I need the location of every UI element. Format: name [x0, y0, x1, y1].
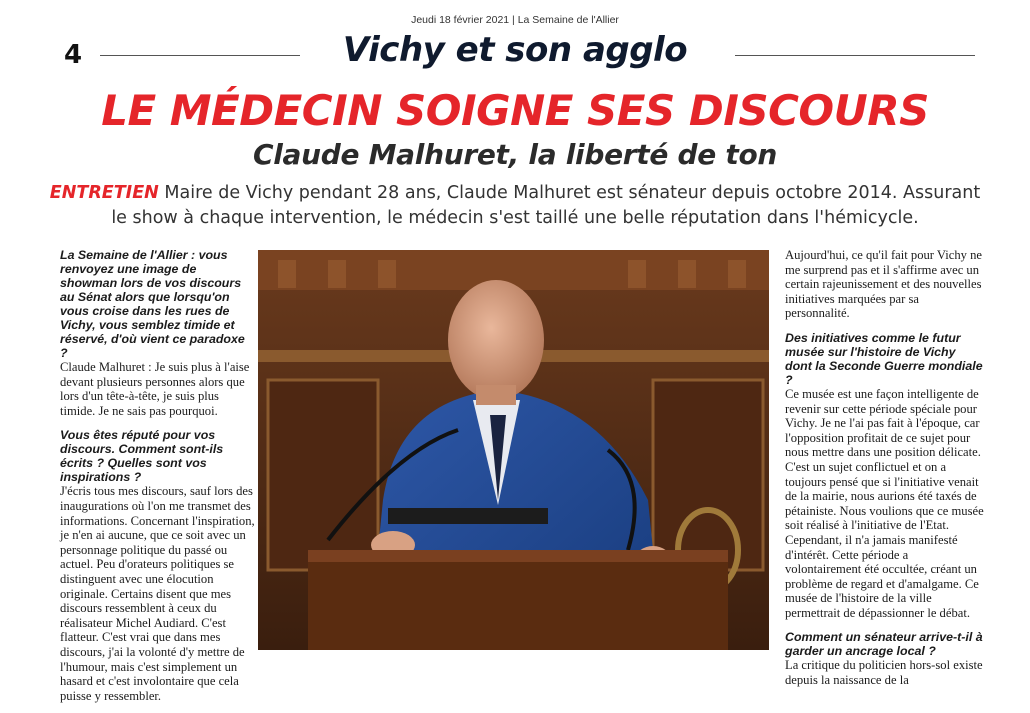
- section-title: Vichy et son agglo: [342, 30, 688, 70]
- question: La Semaine de l'Allier : vous renvoyez une image de showman lors de vos discours au Sénat alors que lorsqu'on vous croise dans les rues de Vichy, vous semblez timide et réservé, d'où vient ce paradoxe ?: [60, 248, 245, 360]
- intro-text: Maire de Vichy pendant 28 ans, Claude Malhuret est sénateur depuis octobre 2014. Assurant le show à chaque intervention, le médecin s'est taillé une belle réputation dans l'hémicycle.: [111, 183, 981, 228]
- answer: Aujourd'hui, ce qu'il fait pour Vichy ne me surprend pas et il s'affirme avec un certain rajeunissement et des nouvelles initiatives marquées par sa personnalité.: [785, 248, 982, 321]
- intro: [40, 181, 990, 231]
- right-column: [785, 248, 985, 698]
- dateline: Jeudi 18 février 2021 | La Semaine de l'Allier: [411, 14, 619, 26]
- question: Des initiatives comme le futur musée sur l'histoire de Vichy dont la Seconde Guerre mondiale ?: [785, 330, 983, 387]
- headline: LE MÉDECIN SOIGNE SES DISCOURS: [101, 86, 929, 135]
- question: Comment un sénateur arrive-t-il à garder un ancrage local ?: [785, 630, 983, 659]
- answer: Claude Malhuret : Je suis plus à l'aise devant plusieurs personnes alors que lors d'un tête-à-tête, je suis plus timide. Je ne sais pas pourquoi.: [60, 360, 250, 418]
- answer: J'écris tous mes discours, sauf lors des inaugurations où l'on me transmet des informations. Concernant l'inspiration, je n'en ai aucune, que ce soit avec un personnage politique du passé ou actuel. Peu d'orateurs politiques se distinguent avec une élocution originale. Certains disent que mes discours ressemblent à ceux du réalisateur Michel Audiard. C'est flatteur. C'est vrai que dans mes discours, j'ai la volonté d'y mettre de l'humour, mais c'est simplement un hasard et c'est involontaire que cela puisse y ressembler.: [60, 484, 255, 703]
- article-photo: [258, 250, 769, 650]
- answer: Ce musée est une façon intelligente de revenir sur cette période spéciale pour Vichy. Je ne l'ai pas fait à l'époque, car l'opposition profitait de ce sujet pour nous mettre dans une position délicate. C'est un sujet conflictuel et on a toujours pensé que si l'initiative venait de la mairie, nous aurions été taxés de pétainiste. Nous voulions que ce musée soit réalisé à l'initiative de l'Etat. Cependant, il n'a jamais manifesté d'intérêt. Cette période a volontairement été occultée, créant un problème de regard et d'amalgame. Ce musée de l'histoire de la ville permettrait de dépassionner le débat.: [785, 386, 984, 620]
- left-column: [60, 248, 255, 713]
- senate-speaker-photo: [258, 250, 769, 650]
- page-number: 4: [64, 40, 83, 70]
- question: Vous êtes réputé pour vos discours. Comment sont-ils écrits ? Quelles sont vos inspirations ?: [60, 428, 224, 485]
- subhead: Claude Malhuret, la liberté de ton: [252, 138, 778, 171]
- kicker: ENTRETIEN: [49, 183, 159, 203]
- answer: La critique du politicien hors-sol existe depuis la naissance de la: [785, 658, 983, 688]
